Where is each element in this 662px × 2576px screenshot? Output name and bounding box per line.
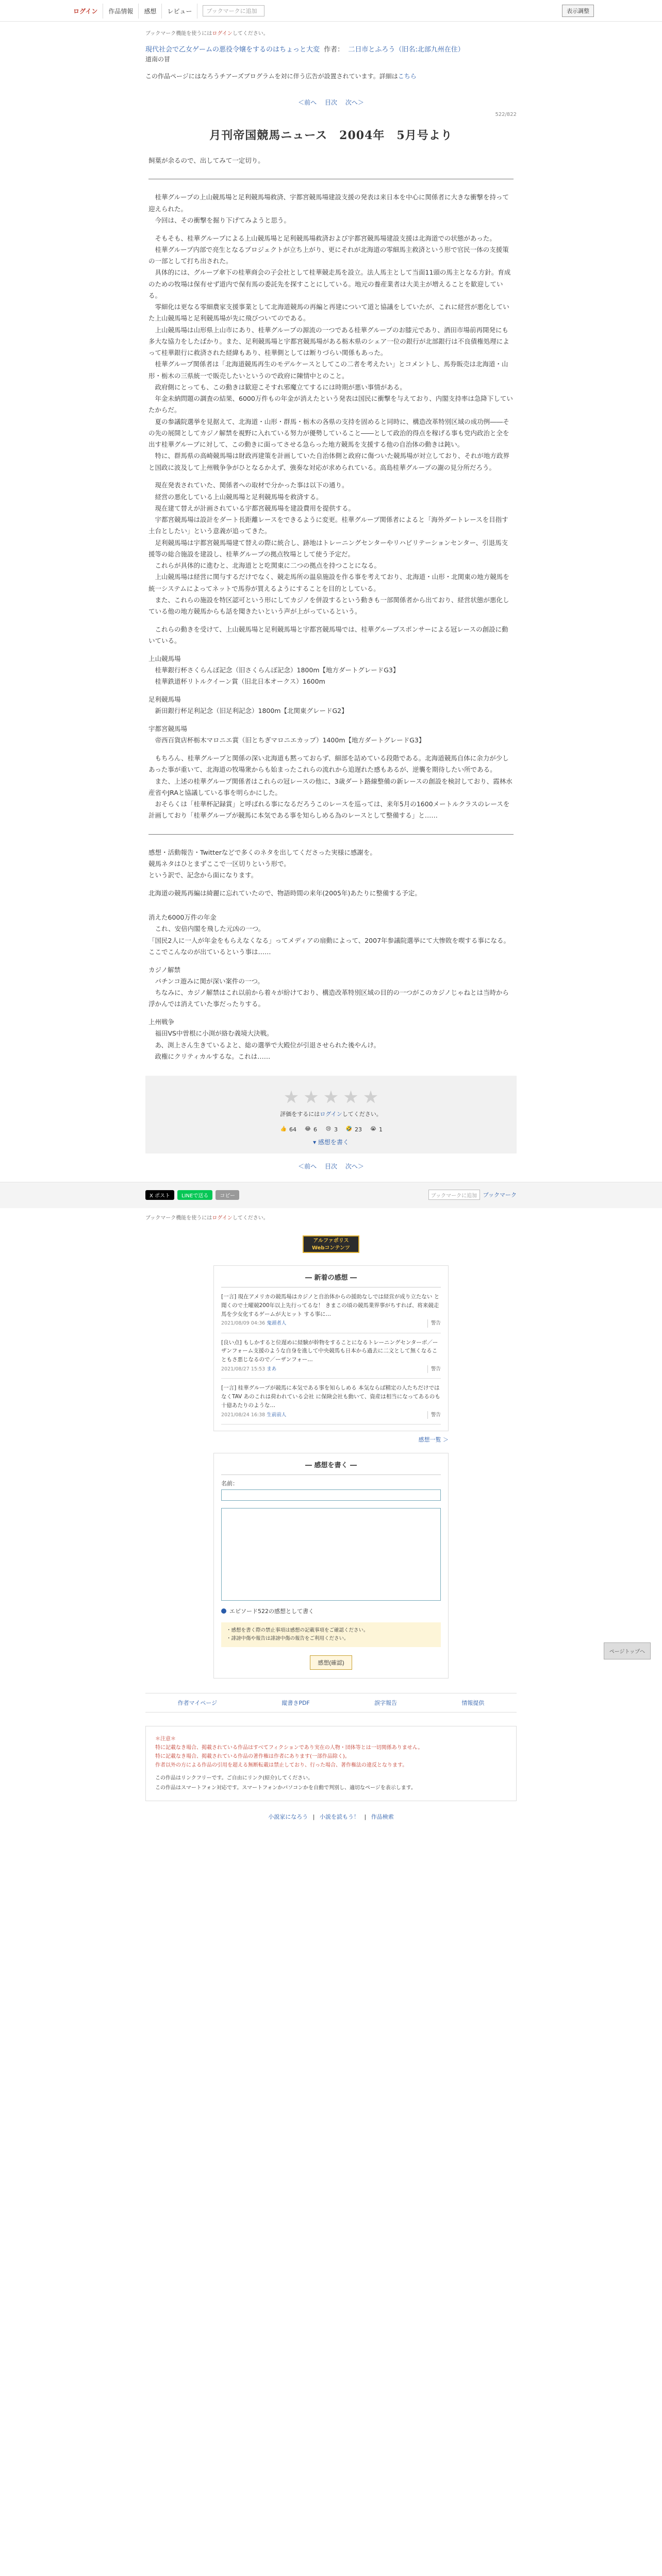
text-line bbox=[148, 688, 514, 694]
reaction-count: 6 bbox=[313, 1126, 317, 1133]
info-report-link[interactable]: 情報提供 bbox=[461, 1700, 485, 1707]
text-line: これ、安倍内閣を飛した元凶の一つ。 bbox=[148, 925, 265, 933]
text-line: 政権にクリティカルするな。これは…… bbox=[148, 1052, 271, 1060]
toc-link[interactable]: 目次 bbox=[324, 99, 337, 106]
text-line: 具体的には、グループ傘下の桂華商会の子会社として桂華競走馬を設立。法人馬主として当面11頭の馬主となる方針。育成のための牧場は保有せず道内で保有馬の委託先を探すことにしている。地元の養産業者は大美主が増えることを歓迎している。 bbox=[148, 268, 511, 299]
toc-link[interactable]: 目次 bbox=[324, 1163, 337, 1170]
impression-user-link[interactable]: 鬼頭者人 bbox=[267, 1320, 287, 1327]
page-top-button[interactable]: ページトップへ bbox=[604, 1642, 651, 1659]
write-impression-toggle[interactable]: ▾ 感想を書く bbox=[313, 1139, 349, 1146]
text-line: これらの動きを受けて、上山競馬場と足利競馬場と宇都宮競馬場では、桂華グループスポンサーによる冠レースの創設に動いている。 bbox=[148, 625, 508, 645]
line-share-button[interactable]: LINEで送る bbox=[177, 1190, 212, 1200]
text-line: 年金未納問題の調査の結果、6000万件もの年金が消えたという発表は国民に衝撃を与えており、内閣支持率は急降下していたからだ。 bbox=[148, 395, 513, 414]
reaction-icon: 😢 bbox=[325, 1126, 332, 1132]
text-line: 桂華グループの上山競馬場と足利競馬場救済、宇都宮競馬場建設支援の発表は来日本を中心に関係者に大きな衝撃を持って迎えられた。 bbox=[148, 193, 509, 213]
text-line: 足利競馬場は宇都宮競馬場建て替えの際に統合し、跡地はトレーニングセンターやリハビリテーションセンター、引退馬支援等の総合施設を建設し、桂華グループの拠点牧場として使う予定だ。 bbox=[148, 538, 508, 558]
episode-title: 月刊帝国競馬ニュース 2004年 5月号より bbox=[209, 129, 453, 142]
text-line: 宇都宮競馬場 bbox=[148, 725, 188, 733]
text-line: 特に、群馬県の高崎競馬場は財政再建策を計画していた自治体側と政府に傷ついた競馬場が対立しており、それが地方政界と国政に波及して上州戦争争がひとなるかえず、強奏な対応が求められている。高島桂華グループの謝の見分所だろう。 bbox=[148, 452, 510, 471]
impression-user-link[interactable]: まあ bbox=[267, 1366, 277, 1372]
text-line: 北海道の競馬再編は綺麗に忘れていたので、物語時間の来年(2005年)あたりに整備する予定。 bbox=[148, 889, 421, 897]
text-line bbox=[148, 881, 514, 888]
reaction-button[interactable] bbox=[369, 1125, 383, 1133]
name-input[interactable] bbox=[221, 1489, 441, 1501]
text-line bbox=[148, 647, 514, 653]
impression-textarea[interactable] bbox=[221, 1508, 441, 1601]
impression-item bbox=[221, 1333, 441, 1379]
text-line: もちろん、桂華グループと関係の深い北海道も黙っておらず、細部を詰めている段階である。北海道競馬自体に余力が少しあった事が重いて、北海道の牧場衆からも始まったこれらの流れから追遅れた感もあるが、逆襲を期待したい所である。 bbox=[148, 754, 509, 774]
reaction-icon: 🤣 bbox=[345, 1126, 353, 1132]
text-line: 上州戦争 bbox=[148, 1018, 175, 1026]
divider bbox=[148, 834, 514, 835]
text-line: カジノ解禁 bbox=[148, 965, 181, 974]
text-line: 政府側にとっても、この動きは歓迎こそすれ邪魔立てするには時期が悪い事情がある。 bbox=[148, 383, 406, 391]
reaction-icon: 😂 bbox=[305, 1126, 311, 1132]
next-link[interactable]: 次へ＞ bbox=[345, 99, 364, 106]
top-bar bbox=[0, 0, 662, 22]
ad-notice-link[interactable]: こちら bbox=[398, 73, 417, 80]
text-line: 夏の参議院選挙を見据えて、北海道・山形・群馬・栃木の各県の支持を固めると同時に、構造改革特別区域の成功例――その先の展開としてカジノ解禁を視野に入れている努力が優勢していること――として政治的得点を稼げる事も党内政治と全を出す桂華グループに対して、この動きに面ってさせる急らった地方競馬を支援する他の自治体の動きは鈍い。 bbox=[148, 417, 509, 448]
text-line: あ、渕上さん生きているよと、総の選挙で大殿位が引退させられた後やんけ。 bbox=[148, 1041, 380, 1049]
nav-reviews[interactable]: レビュー bbox=[162, 4, 197, 19]
bookmark-note: ブックマーク機能を使うにはログインしてください。 bbox=[145, 31, 269, 37]
nav-login[interactable]: ログイン bbox=[68, 4, 103, 19]
display-settings-button[interactable]: 表示調整 bbox=[562, 5, 594, 17]
text-line: 競馬ネタはひとまずここで一区切りという形で。 bbox=[148, 859, 290, 868]
text-line: 上山競馬場 bbox=[148, 654, 181, 663]
reaction-button[interactable] bbox=[279, 1125, 296, 1133]
text-line: 経営の悪化している上山競馬場と足利競馬場を救済する。 bbox=[148, 493, 323, 501]
bookmark-link[interactable]: ブックマーク bbox=[483, 1192, 517, 1198]
typo-report-link[interactable]: 誤字報告 bbox=[374, 1700, 398, 1707]
top-pager bbox=[145, 98, 517, 107]
chapter-name: 道南の冒 bbox=[145, 56, 171, 63]
x-post-button[interactable]: X ポスト bbox=[145, 1190, 174, 1200]
report-button[interactable]: 警告 bbox=[427, 1411, 441, 1419]
text-line: パチンコ遊みに関が深い案件の一つ。 bbox=[148, 977, 264, 985]
impression-date: 2021/08/27 15:53 bbox=[221, 1366, 266, 1372]
text-line: 零細化は更なる零細農家支援事業として北海道競馬の再編と再建について道と協議をしていたが、これに経営が悪化していた上山競馬場と足利競馬場が先に飛びついてのである。 bbox=[148, 303, 509, 323]
text-line bbox=[148, 717, 514, 724]
impression-text: [一言] 桂華グループが競馬に本気である事を知らしめる 本気ならば精定の人たちだけではなくTAV あのこれは荷われている会社 に保険会社も動いて、資産は相当になってあるのも十億あたりのような… bbox=[221, 1385, 440, 1409]
impression-form bbox=[213, 1453, 449, 1679]
reaction-count: 23 bbox=[355, 1126, 362, 1133]
header-nav bbox=[68, 4, 197, 19]
prev-link[interactable]: ＜前へ bbox=[298, 1163, 317, 1170]
text-line: そもそも、桂華グループによる上山競馬場と足利競馬場救済および宇都宮競馬場建設支援は北海道での状態があった。 bbox=[148, 234, 496, 242]
impression-text: [良い点] もしかすると位遅めに経験が幹物をすることになるトレーニングセンターボ／ーザンフォーム支援のような自身を進して中央競馬も日本から過去に二文として無くなることもさ悪じなるので／ーザンフォー… bbox=[221, 1339, 438, 1363]
text-line: 新田銀行杯足利記念（旧足利記念）1800m【北関東グレードG2】 bbox=[148, 707, 348, 715]
star-icon[interactable]: ★ bbox=[283, 1087, 300, 1108]
impression-form-title: ― 感想を書く ― bbox=[221, 1460, 441, 1475]
checkbox-icon bbox=[221, 1608, 226, 1614]
name-label: 名前： bbox=[221, 1480, 238, 1487]
site-footer: 小説家になろう | 小説を読もう！ | 作品検索 bbox=[268, 1814, 394, 1821]
reaction-count: 64 bbox=[289, 1126, 296, 1133]
text-line: 現在建て替えが計画されている宇都宮競馬場を建設費用を提供する。 bbox=[148, 504, 355, 512]
prev-link[interactable]: ＜前へ bbox=[298, 99, 317, 106]
text-line: また、これらの施設を特区認可という形にしてカジノを併設するという動きも一部関係者から出ており、経営状態が悪化している他の地方競馬からも話を聞きたいという声が上がっているという。 bbox=[148, 596, 509, 615]
report-button[interactable]: 警告 bbox=[427, 1365, 441, 1373]
reaction-button[interactable] bbox=[304, 1125, 317, 1133]
text-line bbox=[148, 899, 514, 906]
series-title-link[interactable]: 現代社会で乙女ゲームの悪役令嬢をするのはちょっと大変 bbox=[145, 46, 320, 54]
rating-login-link[interactable]: ログイン bbox=[320, 1111, 342, 1117]
text-line: 桂華グループ関係者は「北海道競馬再生のモデルケースとしてこの二者を考えたい」とコメントし、馬券販売は北海道・山形・栃木の三県統一で販売したいというので政府に陳情中とのこと。 bbox=[148, 360, 508, 380]
series-info: 現代社会で乙女ゲームの悪役令嬢をするのはちょっと大変 作者： 二日市とふろう（旧名:北部九州在住） bbox=[145, 46, 465, 54]
footer-yomou-link[interactable]: 小説を読もう！ bbox=[320, 1814, 359, 1821]
text-line: 帝西百貨店杯栃木マロニエ賞（旧とちぎマロニエカップ）1400m【地方ダートグレードG3】 bbox=[148, 736, 425, 744]
reaction-button[interactable] bbox=[345, 1125, 362, 1133]
impression-user-link[interactable]: 生前前人 bbox=[267, 1412, 287, 1418]
text-line: 今回は、その衝撃を掘り下げてみようと思う。 bbox=[148, 216, 291, 224]
text-line bbox=[148, 906, 514, 912]
star-icon[interactable]: ★ bbox=[362, 1087, 379, 1108]
rating-hint: 評価をするにはログインしてください。 bbox=[280, 1111, 382, 1117]
star-rating[interactable] bbox=[145, 1087, 517, 1108]
star-icon[interactable]: ★ bbox=[323, 1087, 339, 1108]
text-line: という訳で、記念から面になります。 bbox=[148, 871, 258, 879]
impression-date: 2021/08/09 04:36 bbox=[221, 1320, 266, 1327]
login-link[interactable]: ログイン bbox=[212, 31, 233, 37]
nav-work-info[interactable]: 作品情報 bbox=[103, 4, 139, 19]
text-line bbox=[148, 473, 514, 480]
text-line bbox=[148, 226, 514, 233]
rating-area bbox=[145, 1076, 517, 1154]
text-line: 桂華鉄道杯リトルクイーン賞（旧北日本オークス）1600m bbox=[148, 677, 325, 686]
text-line: 現在発表されていた、関係者への取材で分かった事は以下の通り。 bbox=[148, 481, 349, 489]
login-link[interactable]: ログイン bbox=[212, 1215, 233, 1221]
impression-item bbox=[221, 1287, 441, 1333]
text-line: 感想・活動報告・Twitterなどで多くのネタを出してくださった実様に感謝を。 bbox=[148, 848, 376, 856]
text-line: 消えた6000万件の年金 bbox=[148, 913, 217, 921]
next-link[interactable]: 次へ＞ bbox=[345, 1163, 364, 1170]
reaction-button[interactable] bbox=[324, 1125, 338, 1133]
copy-url-button[interactable]: コピー bbox=[216, 1190, 239, 1200]
text-line bbox=[148, 958, 514, 964]
text-line: ちなみに、カジノ解禁はこれ以前から着々が紛けており、構造改革特別区域の目的の一つがこのカジノじゃねとは当時から浮かんでは消えていた事だったりする。 bbox=[148, 989, 509, 1008]
share-bookmark-note: ブックマーク機能を使うにはログインしてください。 bbox=[145, 1215, 269, 1221]
text-line bbox=[148, 617, 514, 624]
nav-impressions[interactable]: 感想 bbox=[139, 4, 162, 19]
author-page-link[interactable]: 作者マイページ bbox=[177, 1700, 218, 1707]
caution-box: ＊注意＊ 特に記載なき場合、掲載されている作品はすべてフィクションであり実在の人物・団体等とは一切関係ありません。 特に記載なき場合、掲載されている作品の著作権は作者にあります(一部作品除く)。 作者以外の方による作品の引用を超える無断転載は禁止しており、行った場合、著作権法の違反となります。 この作品はリンクフリーです。ご自由にリンク(紹介)してください。 この作品はスマートフォン対応です。スマートフォンかパソコンかを自動で判別し、適切なページを表示します。 bbox=[145, 1726, 517, 1801]
bottom-pager bbox=[145, 1162, 517, 1171]
impressions-list-link[interactable]: 感想一覧 ＞ bbox=[418, 1436, 449, 1443]
report-button[interactable]: 警告 bbox=[427, 1319, 441, 1327]
bookmark-add-field[interactable]: ブックマークに追加 bbox=[203, 5, 264, 16]
star-icon[interactable]: ★ bbox=[343, 1087, 359, 1108]
reaction-count: 1 bbox=[379, 1126, 383, 1133]
text-line bbox=[148, 1010, 514, 1017]
text-line: 上山競馬場は山形県上山市にあり、桂華グループの源流の一つである桂華グループのお膝元であり、酒田市場前再開発にも多大な協力をしたばかり。また、足利競馬場と宇都宮競馬場がある栃木県のシェア一位の銀行が北部銀行は不良債権処理によって桂華銀行に救済された経緯もあり、桂華側としては断りづらい関係もあった。 bbox=[148, 326, 509, 357]
text-line: 上山競馬場は経営に関与するだけでなく、競走馬所の温泉施設を作る事を考えており、北海道・山形・北関東の地方競馬を統一システムによってネットで馬券が買えるようにすることを目的としている。 bbox=[148, 573, 509, 592]
text-line: おそらくは「桂華杯記録賞」と呼ばれる事になるだろうこのレースを巡っては、来年5月の1600メートルクラスのレースを計画しており「桂華グループが競馬に本気である事を知らしめる為のレースとして整備する」と…… bbox=[148, 800, 510, 820]
impression-item bbox=[221, 1379, 441, 1425]
episode-number: 522/822 bbox=[495, 112, 517, 117]
recent-impressions-title: ― 新着の感想 ― bbox=[221, 1272, 441, 1287]
share-bar bbox=[0, 1182, 662, 1208]
reaction-count: 3 bbox=[334, 1126, 338, 1133]
text-line bbox=[148, 747, 514, 753]
footer-search-link[interactable]: 作品検索 bbox=[371, 1814, 394, 1821]
text-line: 桂華銀行杯さくらんぼ記念（旧さくらんぼ記念）1800m【地方ダートグレードG3】 bbox=[148, 666, 400, 674]
text-line: 桂華グループ内部で亮生となるプロジェクトが立ち上がり、更にそれが北海道の零細馬主救済という形で官民一体の支援策の一部として打ち出された。 bbox=[148, 245, 509, 265]
reaction-bar bbox=[145, 1125, 517, 1133]
preface bbox=[145, 155, 517, 166]
reaction-icon: 😭 bbox=[370, 1126, 376, 1132]
preface-line: 飼葉が余るので、出してみて一定切り。 bbox=[148, 157, 264, 164]
ad-notice: この作品ページにはなろうチアーズプログラムを対に伴う広告が設置されています。詳細はこちら bbox=[145, 73, 417, 80]
text-line: また、上述の桂華グループ関係者はこれらの冠レースの他に、3歳ダート路線整備の新レースの創設を検討しており、霞林水産省やJRAと協議している事を明らかにした。 bbox=[148, 777, 512, 796]
impression-date: 2021/08/24 16:38 bbox=[221, 1412, 266, 1418]
episode-checkbox[interactable]: エピソード522の感想として書く bbox=[221, 1607, 441, 1615]
footer-narou-link[interactable]: 小説家になろう bbox=[268, 1814, 308, 1821]
form-info: ・感想を書く際の禁止事項は感想の記載事項をご確認ください。 ・誹謗中傷や報告は誹謗中傷の報告をご利用ください。 bbox=[221, 1622, 441, 1647]
star-icon[interactable]: ★ bbox=[303, 1087, 319, 1108]
confirm-button[interactable]: 感想(確認) bbox=[310, 1655, 352, 1670]
reaction-icon: 👍 bbox=[280, 1126, 287, 1132]
text-line: 足利競馬場 bbox=[148, 696, 181, 703]
text-line: 福田VS中曽根に小渕が絡む義境大決戦。 bbox=[148, 1029, 273, 1038]
text-line: これらが具体的に進むと、北海道とと吃関東に二つの拠点を持つことになる。 bbox=[148, 562, 381, 569]
vertical-pdf-link[interactable]: 縦書きPDF bbox=[282, 1700, 310, 1707]
text-line: 宇都宮競馬場は設計をダート長距離レースをできるように変更。桂華グループ関係者によると「海外ダートレースを目指す土台としたい」という意義が追ってきた。 bbox=[148, 516, 508, 535]
alphapolis-banner[interactable]: アルファポリス Webコンテンツ bbox=[303, 1235, 359, 1253]
impression-text: [一言] 現在アメリカの競馬場はカジノと自治体からの援助なしでは経営が成り立たない と聞くので土曜競200年以上先行ってるな！ きまこの頃の競馬業界事がちすれば、将来競走馬を少女化するゲームが大ヒット する事に… bbox=[221, 1294, 440, 1317]
author-link[interactable]: 二日市とふろう（旧名:北部九州在住） bbox=[348, 46, 465, 54]
main-text bbox=[145, 192, 517, 821]
recent-impressions bbox=[213, 1265, 449, 1431]
bookmark-add-field[interactable]: ブックマークに追加 bbox=[428, 1190, 480, 1200]
footer-links bbox=[145, 1693, 517, 1713]
text-line: 「国民2人に一人が年金をもらえなくなる」ってメディアの扇動によって、2007年参議院選挙にて大惨敗を喫する事になる。ここでこんなのが出ているという事は…… bbox=[148, 936, 510, 956]
afterword bbox=[145, 847, 517, 1063]
